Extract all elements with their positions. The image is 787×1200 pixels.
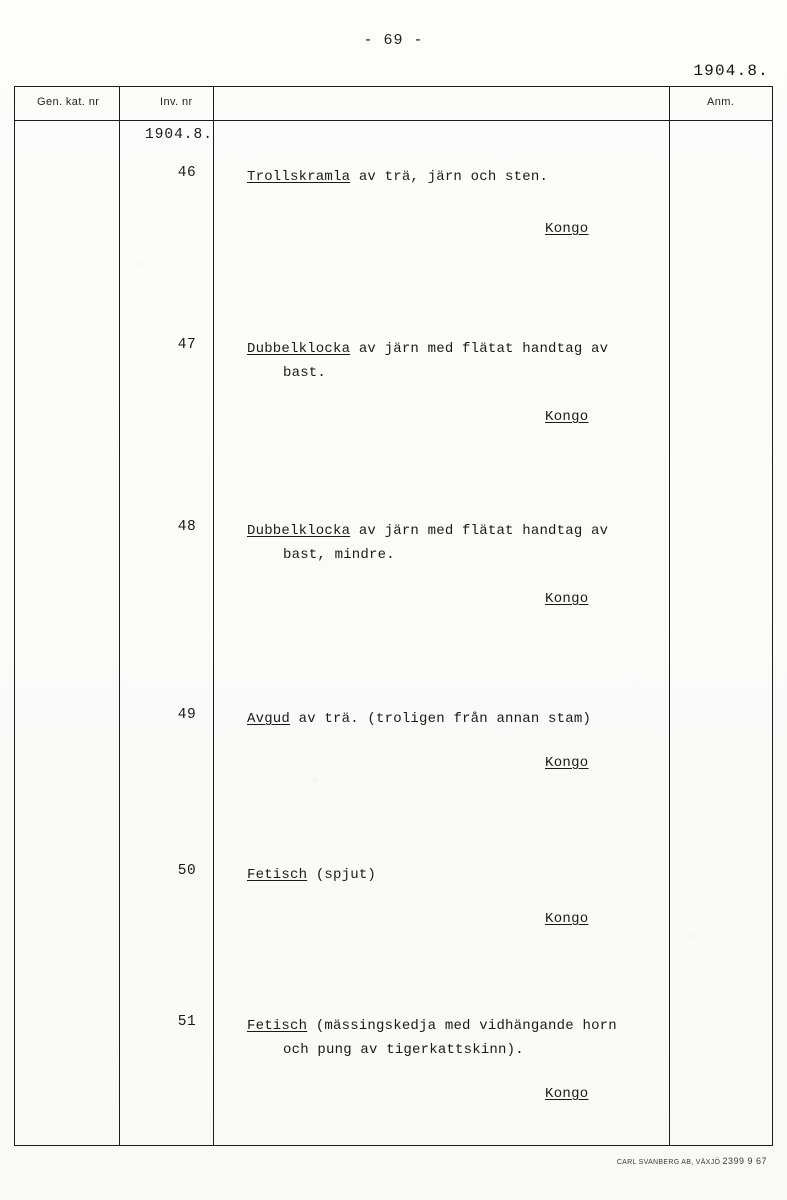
- inv-nr-value: 49: [177, 707, 197, 723]
- entry-description: [247, 707, 667, 731]
- entry-keyword: Fetisch: [247, 867, 308, 883]
- entry-keyword: Dubbelklocka: [247, 341, 351, 357]
- section-accession-label: 1904.8.: [145, 127, 213, 143]
- entry-description-text: (mässingskedja med vidhängande horn: [307, 1018, 617, 1034]
- entry-keyword: Trollskramla: [247, 169, 351, 185]
- table-body: [15, 121, 772, 1145]
- ledger-table: [14, 86, 773, 1146]
- entry-description-text: (spjut): [307, 867, 377, 883]
- accession-number-header: 1904.8.: [693, 62, 769, 80]
- inv-nr-value: 46: [177, 165, 197, 181]
- entry-keyword: Fetisch: [247, 1018, 308, 1034]
- entry-description-text: av trä, järn och sten.: [350, 169, 549, 185]
- entry-description: [247, 165, 667, 189]
- entry-description: [247, 519, 667, 567]
- entry-description-continuation: och pung av tigerkattskinn).: [283, 1042, 524, 1058]
- entry-origin: Kongo: [545, 1086, 589, 1102]
- page-number: - 69 -: [363, 32, 424, 49]
- inv-nr-value: 51: [177, 1014, 197, 1030]
- printer-imprint: [617, 1156, 767, 1166]
- entry-description: [247, 337, 667, 385]
- inv-nr-value: 50: [177, 863, 197, 879]
- column-header-anm: Anm.: [707, 96, 735, 108]
- column-header-gen-kat-nr: Gen. kat. nr: [37, 96, 100, 108]
- entry-description: [247, 863, 667, 887]
- entry-origin: Kongo: [545, 409, 589, 425]
- printer-name: CARL SVANBERG AB, VÄXJÖ: [616, 1159, 721, 1166]
- entry-origin: Kongo: [545, 221, 589, 237]
- inv-nr-value: 48: [177, 519, 197, 535]
- entry-description: [247, 1014, 687, 1062]
- entry-keyword: Avgud: [247, 711, 291, 727]
- entry-origin: Kongo: [545, 755, 589, 771]
- entry-description-text: av järn med flätat handtag av: [350, 341, 609, 357]
- column-header-inv-nr: Inv. nr: [160, 96, 193, 108]
- entry-description-continuation: bast.: [283, 365, 327, 381]
- entry-description-continuation: bast, mindre.: [283, 547, 395, 563]
- entry-keyword: Dubbelklocka: [247, 523, 351, 539]
- entry-description-text: av trä. (troligen från annan stam): [290, 711, 592, 727]
- entry-origin: Kongo: [545, 591, 589, 607]
- inv-nr-value: 47: [177, 337, 197, 353]
- entry-description-text: av järn med flätat handtag av: [350, 523, 609, 539]
- printer-code: 2399 9 67: [722, 1156, 767, 1166]
- entry-origin: Kongo: [545, 911, 589, 927]
- table-header-row: [15, 87, 772, 121]
